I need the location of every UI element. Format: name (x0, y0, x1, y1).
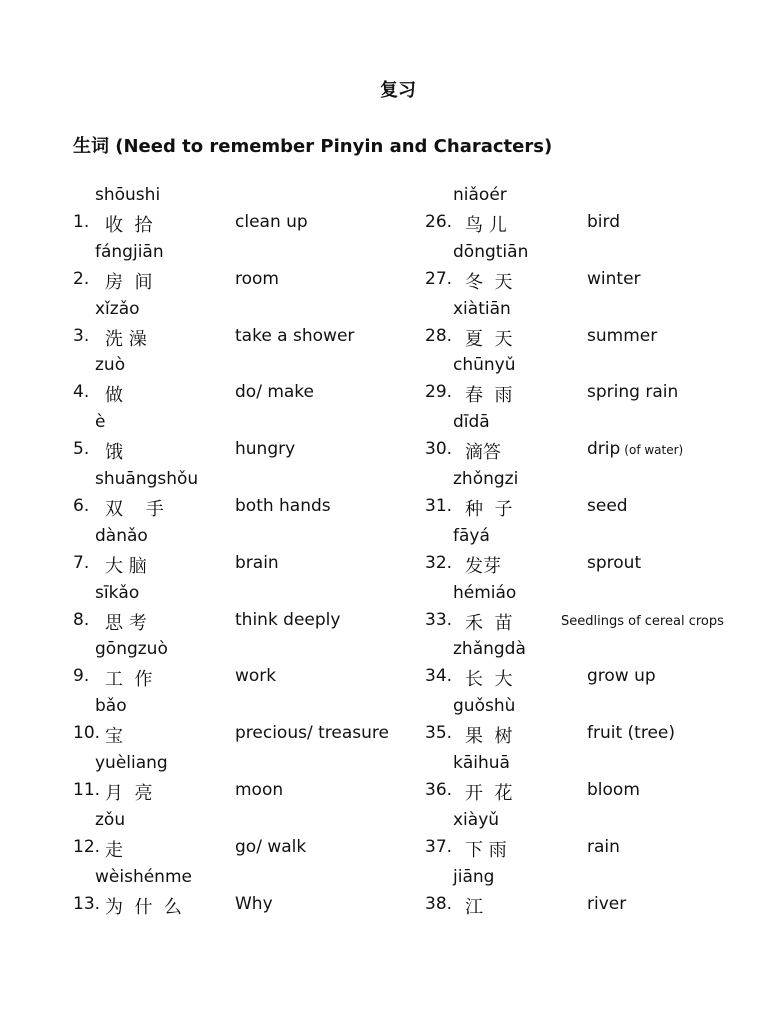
vocab-english-text: Seedlings of cereal crops (561, 613, 724, 629)
vocab-english (587, 326, 657, 346)
vocab-number: 36. (425, 780, 453, 800)
vocab-pinyin: shōushi (95, 185, 161, 205)
vocab-entry (73, 867, 418, 923)
vocab-english-text: drip (587, 439, 621, 460)
vocab-pinyin: kāihuā (453, 753, 510, 773)
vocab-characters: 洗 澡 (105, 328, 147, 350)
vocab-english-text: both hands (235, 496, 331, 516)
vocab-english (587, 780, 640, 800)
vocab-pinyin: fángjiān (95, 241, 164, 262)
page-title: 复习 (380, 80, 416, 101)
vocab-english-text: precious/ treasure (235, 723, 389, 744)
vocab-english-text: clean up (235, 212, 308, 232)
vocab-english (235, 326, 354, 346)
vocab-characters: 大 脑 (105, 555, 147, 577)
vocab-number: 29. (425, 382, 453, 403)
vocab-characters: 种 子 (465, 499, 513, 520)
vocab-english-text: work (235, 666, 277, 687)
vocab-entry (425, 469, 765, 525)
vocab-characters: 走 (105, 839, 123, 861)
vocab-characters: 房 间 (105, 271, 153, 293)
vocab-characters: 果 树 (465, 726, 513, 748)
vocab-pinyin: xiàtiān (453, 298, 511, 319)
vocab-characters: 开 花 (465, 783, 513, 804)
vocab-english (587, 894, 626, 914)
vocab-number: 31. (425, 496, 453, 516)
vocab-pinyin: zuò (95, 355, 126, 376)
vocab-entry (73, 526, 418, 582)
vocab-entry (73, 412, 418, 468)
vocab-english (587, 666, 656, 686)
vocab-pinyin: zǒu (95, 809, 126, 830)
vocab-english (235, 780, 283, 800)
vocab-entry (425, 185, 765, 241)
vocab-characters: 下 雨 (465, 839, 507, 861)
vocab-number: 6. (73, 496, 90, 516)
vocab-characters: 禾 苗 (465, 612, 513, 634)
vocab-characters: 宝 (105, 726, 123, 748)
vocab-entry (425, 412, 765, 468)
vocab-entry (425, 355, 765, 411)
vocab-pinyin: wèishénme (95, 866, 192, 887)
vocab-pinyin: shuāngshǒu (95, 469, 199, 489)
vocab-number: 10. (73, 723, 101, 744)
vocab-characters: 月 亮 (105, 783, 153, 804)
vocab-entry (73, 696, 418, 752)
vocab-pinyin: xiàyǔ (453, 809, 500, 830)
vocab-english-text: bird (587, 212, 620, 232)
vocab-english (235, 723, 389, 743)
vocab-number: 8. (73, 609, 90, 630)
vocab-english (235, 666, 276, 686)
vocab-pinyin: fāyá (453, 525, 490, 546)
vocab-pinyin: niǎoér (453, 185, 507, 205)
vocab-characters: 双 手 (105, 499, 164, 520)
vocab-entry (73, 639, 418, 695)
vocab-number: 30. (425, 439, 453, 460)
vocab-english-text: moon (235, 780, 284, 800)
vocab-entry (425, 526, 765, 582)
vocab-number: 13. (73, 893, 101, 914)
vocab-number: 9. (73, 666, 90, 687)
vocab-number: 5. (73, 439, 90, 460)
vocab-entry (425, 810, 765, 866)
vocab-english (587, 439, 683, 459)
section-heading: 生词 (Need to remember Pinyin and Characters) (73, 136, 553, 157)
vocab-english-text: fruit (tree) (587, 723, 676, 744)
vocab-number: 7. (73, 552, 90, 573)
vocab-english-text: go/ walk (235, 836, 307, 857)
vocab-number: 11. (73, 780, 101, 800)
vocab-english-text: brain (235, 552, 279, 573)
vocab-english (235, 212, 308, 232)
vocab-number: 37. (425, 836, 453, 857)
vocab-pinyin: dīdā (453, 412, 490, 433)
vocab-pinyin: dōngtiān (453, 241, 529, 262)
vocab-number: 27. (425, 268, 453, 289)
vocab-number: 4. (73, 382, 90, 403)
vocab-entry (73, 753, 418, 809)
vocab-english (587, 837, 620, 857)
vocab-characters: 滴答 (465, 442, 501, 464)
vocab-pinyin: chūnyǔ (453, 355, 516, 376)
vocab-number: 12. (73, 836, 101, 857)
vocab-entry (425, 696, 765, 752)
vocab-entry (425, 242, 765, 298)
vocab-characters: 饿 (105, 442, 123, 464)
vocab-number: 33. (425, 609, 453, 630)
vocab-english-text: grow up (587, 666, 656, 687)
vocab-entry (73, 469, 418, 525)
vocab-characters: 夏 天 (465, 328, 513, 350)
vocab-english (587, 723, 675, 743)
vocab-number: 34. (425, 666, 453, 687)
vocab-english (561, 614, 724, 629)
vocab-english (235, 610, 340, 630)
vocab-pinyin: dànǎo (95, 525, 148, 546)
vocab-english-note: (of water) (624, 443, 684, 458)
vocab-characters: 思 考 (105, 612, 147, 634)
vocab-number: 28. (425, 325, 453, 346)
vocab-entry (73, 810, 418, 866)
vocab-entry (425, 753, 765, 809)
vocab-number: 1. (73, 212, 90, 232)
vocab-pinyin: guǒshù (453, 696, 516, 717)
vocab-number: 2. (73, 268, 90, 289)
vocab-english-text: seed (587, 496, 628, 516)
vocab-pinyin: bǎo (95, 696, 127, 717)
vocab-english-text: think deeply (235, 609, 341, 630)
vocab-pinyin: yuèliang (95, 753, 168, 773)
vocab-english-text: room (235, 268, 279, 289)
vocab-entry (73, 355, 418, 411)
vocab-characters: 发芽 (465, 555, 501, 577)
vocab-english (235, 269, 279, 289)
vocab-entry (73, 242, 418, 298)
vocab-pinyin: jiāng (453, 866, 495, 887)
vocab-english-text: hungry (235, 439, 296, 460)
vocab-english (235, 553, 279, 573)
vocab-characters: 鸟 儿 (465, 215, 507, 236)
vocab-characters: 做 (105, 385, 123, 407)
vocab-number: 32. (425, 552, 453, 573)
vocab-english (235, 439, 295, 459)
vocab-english-text: bloom (587, 780, 640, 800)
vocab-english (587, 382, 678, 402)
vocab-entry (425, 639, 765, 695)
vocab-english-text: river (587, 893, 627, 914)
vocab-pinyin: hémiáo (453, 582, 517, 603)
vocab-english-text: rain (587, 836, 620, 857)
vocab-pinyin: xǐzǎo (95, 298, 140, 319)
vocab-characters: 工 作 (105, 669, 153, 691)
vocab-english (587, 269, 641, 289)
vocab-characters: 冬 天 (465, 271, 513, 293)
vocab-english-text: sprout (587, 552, 642, 573)
vocab-entry (425, 867, 765, 923)
vocab-entry (73, 185, 418, 241)
vocab-pinyin: gōngzuò (95, 639, 168, 660)
vocab-characters: 春 雨 (465, 385, 513, 407)
vocab-pinyin: zhǎngdà (453, 639, 526, 660)
vocab-english-text: take a shower (235, 325, 355, 346)
vocab-english (235, 382, 314, 402)
vocab-pinyin: è (95, 412, 106, 433)
vocab-number: 38. (425, 893, 453, 914)
vocab-entry (73, 299, 418, 355)
vocab-number: 26. (425, 212, 453, 232)
vocab-english (235, 894, 273, 914)
vocab-english (587, 212, 620, 232)
vocab-english-text: spring rain (587, 382, 679, 403)
vocab-english-text: summer (587, 325, 658, 346)
vocab-english (587, 496, 628, 516)
vocab-english (235, 496, 331, 516)
vocab-entry (425, 299, 765, 355)
vocab-english-text: winter (587, 268, 641, 289)
vocab-english (587, 553, 641, 573)
vocab-pinyin: zhǒngzi (453, 469, 519, 489)
vocab-entry (73, 583, 418, 639)
vocab-english-text: Why (235, 893, 273, 914)
vocab-number: 3. (73, 325, 90, 346)
vocab-entry (425, 583, 765, 639)
vocab-characters: 长 大 (465, 669, 513, 691)
vocab-number: 35. (425, 723, 453, 744)
vocab-pinyin: sīkǎo (95, 582, 140, 603)
vocab-english-text: do/ make (235, 382, 314, 403)
vocab-characters: 收 拾 (105, 215, 153, 236)
vocab-characters: 江 (465, 896, 483, 918)
vocab-characters: 为 什 么 (105, 896, 182, 918)
vocab-english (235, 837, 306, 857)
